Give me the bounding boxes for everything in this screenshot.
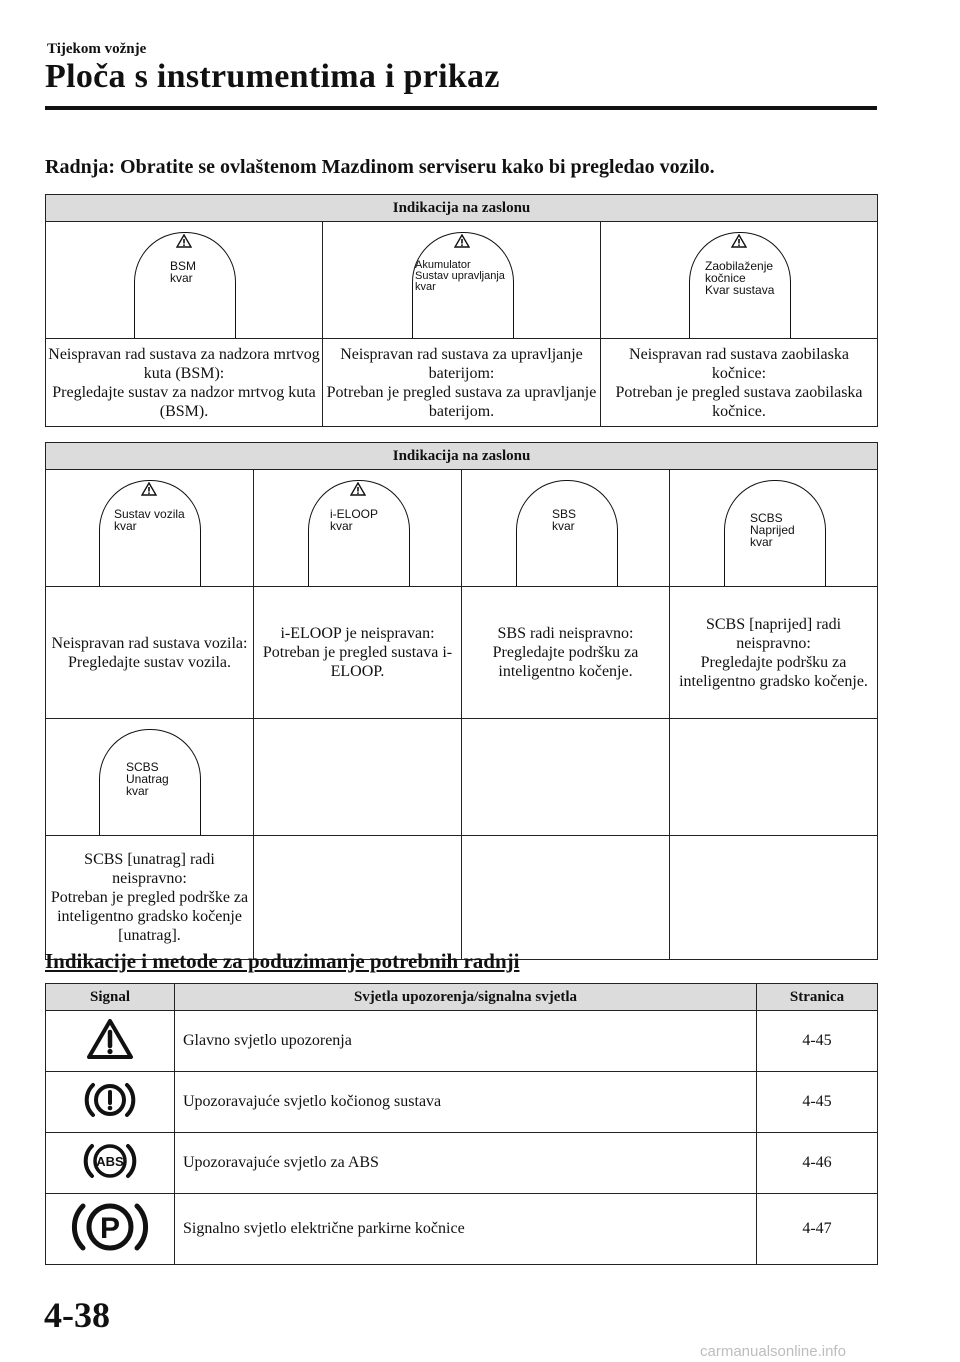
page-number: 4-38 — [44, 1295, 110, 1335]
table-header: Indikacija na zaslonu — [46, 195, 878, 222]
screen-text: SCBS Unatrag kvar — [126, 760, 169, 798]
empty-cell — [254, 719, 462, 836]
display-cell-sbs — [462, 470, 670, 587]
empty-cell — [254, 836, 462, 960]
warning-triangle-icon — [731, 234, 747, 248]
display-cell-scbs-forward — [670, 470, 878, 587]
page-reference: 4-45 — [757, 1011, 878, 1072]
screen-text: Sustav vozila kvar — [114, 507, 185, 533]
display-cell-ieloop — [254, 470, 462, 587]
display-cell-scbs-reverse — [46, 719, 254, 836]
table-header: Indikacija na zaslonu — [46, 443, 878, 470]
screen-outline — [516, 480, 618, 586]
signal-cell — [46, 1072, 175, 1133]
warning-triangle-icon — [141, 482, 157, 496]
watermark: carmanualsonline.info — [700, 1343, 846, 1360]
signal-cell — [46, 1194, 175, 1265]
description-vehicle-system: Neispravan rad sustava vozila: Pregledajte sustav vozila. — [46, 587, 254, 719]
abs-warning-icon — [77, 1136, 143, 1186]
parking-brake-icon — [68, 1196, 152, 1258]
description-brake-override: Neispravan rad sustava zaobilaska kočnice: Potreban je pregled sustava zaobilaska kočnice. — [601, 339, 878, 427]
screen-text: Zaobilaženje kočnice Kvar sustava — [705, 259, 775, 297]
description-scbs-reverse: SCBS [unatrag] radi neispravno: Potreban je pregled podrške za inteligentno gradsko kočenje [unatrag]. — [46, 836, 254, 960]
signal-cell — [46, 1133, 175, 1194]
page-title: Ploča s instrumentima i prikaz — [45, 58, 500, 95]
title-rule — [45, 106, 877, 110]
signal-label: Upozoravajuće svjetlo za ABS — [175, 1133, 757, 1194]
action-heading: Radnja: Obratite se ovlaštenom Mazdinom serviseru kako bi pregledao vozilo. — [45, 156, 715, 178]
display-cell-vehicle-system — [46, 470, 254, 587]
empty-cell — [670, 719, 878, 836]
screen-text: i-ELOOP kvar — [330, 507, 379, 533]
display-table-1 — [45, 194, 878, 427]
svg-text:P: P — [99, 1211, 121, 1245]
screen-text: Akumulator Sustav upravljanja kvar — [415, 259, 505, 293]
display-table-2 — [45, 442, 878, 960]
warning-triangle-icon — [350, 482, 366, 496]
indications-heading: Indikacije i metode za poduzimanje potrebnih radnji — [45, 949, 520, 973]
screen-text: SBS kvar — [552, 507, 577, 533]
page-header: Stranica — [757, 984, 878, 1011]
brake-warning-icon — [78, 1075, 142, 1125]
svg-text:ABS: ABS — [96, 1153, 124, 1169]
signal-label: Signalno svjetlo električne parkirne kočnice — [175, 1194, 757, 1265]
page-reference: 4-46 — [757, 1133, 878, 1194]
description-ieloop: i-ELOOP je neispravan: Potreban je pregled sustava i-ELOOP. — [254, 587, 462, 719]
signal-header: Signal — [46, 984, 175, 1011]
description-battery: Neispravan rad sustava za upravljanje baterijom: Potreban je pregled sustava za upravljanje baterijom. — [323, 339, 601, 427]
light-header: Svjetla upozorenja/signalna svjetla — [175, 984, 757, 1011]
display-cell-brake-override — [601, 222, 878, 339]
page-reference: 4-47 — [757, 1194, 878, 1265]
empty-cell — [670, 836, 878, 960]
empty-cell — [462, 836, 670, 960]
description-sbs: SBS radi neispravno: Pregledajte podršku za inteligentno kočenje. — [462, 587, 670, 719]
signal-table — [45, 983, 878, 1265]
empty-cell — [462, 719, 670, 836]
display-cell-bsm — [46, 222, 323, 339]
display-cell-battery — [323, 222, 601, 339]
signal-label: Glavno svjetlo upozorenja — [175, 1011, 757, 1072]
description-scbs-forward: SCBS [naprijed] radi neispravno: Pregledajte podršku za inteligentno gradsko kočenje. — [670, 587, 878, 719]
warning-triangle-icon — [176, 234, 192, 248]
warning-triangle-icon — [454, 234, 470, 248]
master-warning-icon — [85, 1017, 135, 1061]
description-bsm: Neispravan rad sustava za nadzora mrtvog kuta (BSM): Pregledajte sustav za nadzor mrtvog kuta (BSM). — [46, 339, 323, 427]
signal-label: Upozoravajuće svjetlo kočionog sustava — [175, 1072, 757, 1133]
screen-text: BSM kvar — [170, 259, 197, 285]
screen-text: SCBS Naprijed kvar — [750, 511, 795, 549]
page-reference: 4-45 — [757, 1072, 878, 1133]
signal-cell — [46, 1011, 175, 1072]
section-label: Tijekom vožnje — [47, 41, 147, 57]
